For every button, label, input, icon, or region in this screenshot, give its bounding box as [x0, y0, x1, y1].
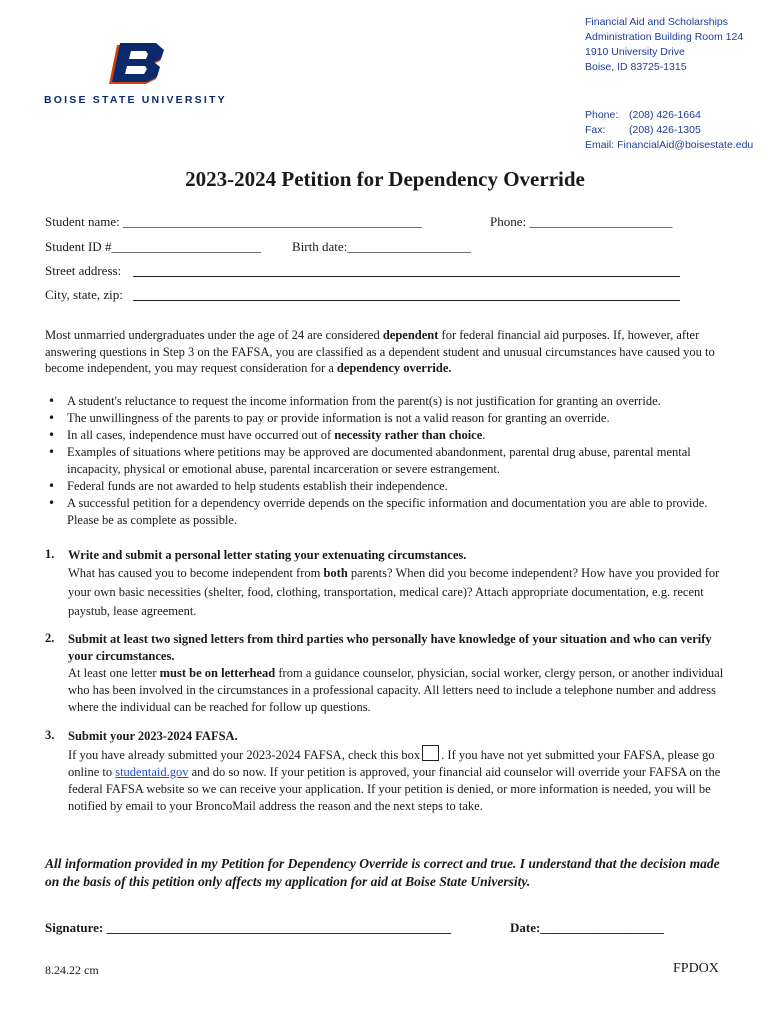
step-3-body — [68, 745, 728, 815]
step-2-body — [68, 665, 728, 716]
list-item-text: . — [482, 428, 486, 442]
step-1-body — [68, 564, 728, 621]
step-3 — [68, 728, 728, 815]
city-state-zip-label: City, state, zip: — [45, 287, 123, 302]
signature-field[interactable]: Signature: _____________________________________________________ — [45, 920, 452, 935]
b-logo-icon — [108, 42, 166, 86]
footer-revision: 8.24.22 cm — [45, 963, 99, 977]
page-title: 2023-2024 Petition for Dependency Override — [185, 167, 585, 191]
list-item: • Federal funds are not awarded to help students establish their independence. — [45, 478, 728, 495]
list-item — [45, 427, 728, 444]
studentaid-link[interactable]: studentaid.gov — [115, 765, 189, 779]
step-3-text: . If you have not yet submitted your FAFSA, please go online to — [68, 748, 715, 779]
step-1-text: parents? When did you become independent? How have you provided for your own basic necessities (shelter, food, clothing, transportation, medical care)? Attach appropriate documentation, e.g. recent paystub, lease agreement. — [68, 566, 720, 618]
intro-bold: dependency override. — [336, 361, 452, 375]
street-address-label: Street address: — [45, 263, 122, 278]
step-1 — [68, 547, 728, 621]
address-line: Boise, ID 83725-1315 — [585, 61, 687, 73]
student-name-field[interactable]: Student name: ______________________________________________ — [45, 214, 422, 229]
list-item: • A successful petition for a dependency override depends on the specific information and documentation you are able to provide. Please be as complete as possible. — [45, 495, 728, 529]
office-fax: (208) 426-1305 — [629, 124, 701, 136]
phone-field[interactable]: Phone: ______________________ — [490, 214, 673, 229]
fafsa-submitted-checkbox[interactable] — [422, 745, 439, 761]
office-contact — [585, 108, 753, 153]
office-address — [585, 15, 743, 75]
step-2-title: Submit at least two signed letters from third parties who personally have knowledge of your situation and who can verify your circumstances. — [68, 632, 712, 663]
intro-paragraph — [45, 327, 728, 377]
intro-text: Most unmarried undergraduates under the age of 24 are considered — [45, 328, 383, 342]
list-item: • The unwillingness of the parents to pay or provide information is not a valid reason for granting an override. — [45, 410, 728, 427]
list-item: • A student's reluctance to request the income information from the parent(s) is not justification for granting an override. — [45, 393, 728, 410]
intro-text: for federal financial aid purposes. If, however, after answering questions in Step 3 on the FAFSA, you are classified as a dependent student and unusual circumstances have caused you to become independent, you may request consideration for a — [45, 328, 715, 375]
guidelines-list — [45, 393, 728, 529]
step-3-number: 3. — [45, 728, 55, 742]
step-2-number: 2. — [45, 631, 55, 645]
step-2-bold: must be on letterhead — [159, 666, 276, 680]
list-item-text: In all cases, independence must have occurred out of — [67, 428, 335, 442]
step-1-title: Write and submit a personal letter stating your extenuating circumstances. — [68, 548, 467, 562]
phone-label: Phone: — [585, 109, 619, 121]
step-3-text: If you have already submitted your 2023-2024 FAFSA, check this box — [68, 748, 421, 762]
step-2 — [68, 631, 728, 716]
street-address-line[interactable] — [133, 276, 680, 277]
date-field[interactable]: Date:___________________ — [510, 920, 664, 935]
step-2-text: At least one letter — [68, 666, 160, 680]
address-line: 1910 University Drive — [585, 46, 685, 58]
step-1-bold: both — [323, 566, 348, 580]
office-email: Email: FinancialAid@boisestate.edu — [585, 139, 754, 151]
list-item: • Examples of situations where petitions may be approved are documented abandonment, parental drug abuse, parental mental incapacity, physical or emotional abuse, parental incarceration or severe estrangement. — [45, 444, 728, 478]
attestation-statement: All information provided in my Petition for Dependency Override is correct and true. I understand that the decision made on the basis of this petition only affects my application for aid at Boise State University. — [45, 856, 720, 889]
step-1-text: What has caused you to become independent from — [68, 566, 324, 580]
university-wordmark: BOISE STATE UNIVERSITY — [44, 94, 227, 106]
student-id-field[interactable]: Student ID #_______________________ — [45, 239, 261, 254]
fax-label: Fax: — [585, 124, 606, 136]
step-3-title: Submit your 2023-2024 FAFSA. — [68, 729, 238, 743]
birth-date-field[interactable]: Birth date:___________________ — [292, 239, 471, 254]
city-state-zip-line[interactable] — [133, 300, 680, 301]
boise-state-logo — [108, 42, 166, 86]
address-line: Administration Building Room 124 — [585, 31, 744, 43]
office-phone: (208) 426-1664 — [629, 109, 701, 121]
address-line: Financial Aid and Scholarships — [585, 16, 729, 28]
step-2-text: from a guidance counselor, physician, social worker, clergy person, or another individual who has been involved in the circumstances in a professional capacity. All letters need to include a telephone number and address where the individual can be reached for follow up questions. — [68, 666, 724, 714]
list-item-bold: necessity rather than choice — [334, 428, 483, 442]
step-1-number: 1. — [45, 547, 55, 561]
intro-bold: dependent — [382, 328, 439, 342]
step-3-text: and do so now. If your petition is approved, your financial aid counselor will override your FAFSA on the federal FAFSA website so we can receive your application. If your petition is denied, or more information is needed, you will be notified by email to your BroncoMail address the reason and the next steps to take. — [68, 765, 721, 813]
footer-form-code: FPDOX — [673, 961, 719, 976]
